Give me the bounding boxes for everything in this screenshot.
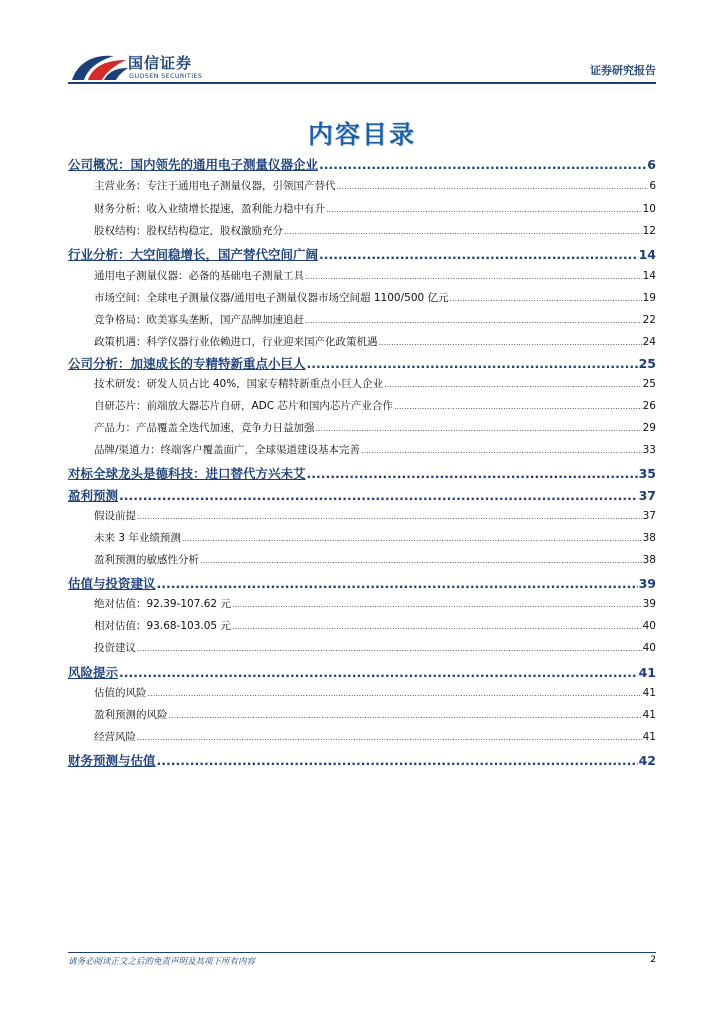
header-divider (68, 82, 656, 84)
toc-section-link[interactable] (68, 486, 656, 504)
toc-entry-label: 政策机遇：科学仪器行业依赖进口，行业迎来国产化政策机遇 (94, 336, 378, 348)
toc-dot-leader (137, 733, 642, 742)
toc-page-number: 42 (638, 753, 656, 768)
toc-dot-leader (307, 466, 638, 481)
toc-section-link[interactable] (68, 663, 656, 681)
toc-page-number: 40 (642, 642, 656, 654)
toc-entry-label: 通用电子测量仪器：必备的基础电子测量工具 (94, 270, 304, 282)
toc-entry-label: 公司分析：加速成长的专精特新重点小巨人 (68, 356, 306, 371)
page-header (0, 0, 724, 90)
toc-dot-leader (119, 665, 638, 680)
toc-dot-leader (119, 488, 638, 503)
toc-entry-label: 盈利预测的敏感性分析 (94, 554, 199, 566)
toc-entry-label: 主营业务：专注于通用电子测量仪器，引领国产替代 (94, 180, 336, 192)
toc-section-link[interactable] (68, 751, 656, 769)
toc-subsection-link[interactable] (94, 508, 656, 523)
toc-page-number: 40 (642, 620, 656, 632)
toc-entry-label: 投资建议 (94, 642, 136, 654)
toc-section-link[interactable] (68, 464, 656, 482)
toc-dot-leader (137, 512, 642, 521)
toc-page-number: 41 (642, 709, 656, 721)
toc-page-number: 39 (642, 598, 656, 610)
toc-page-number: 22 (642, 314, 656, 326)
toc-entry-label: 估值的风险 (94, 687, 147, 699)
toc-dot-leader (305, 272, 642, 281)
toc-section-link[interactable] (68, 155, 656, 173)
footer-disclaimer: 请务必阅读正文之后的免责声明及其项下所有内容 (68, 957, 256, 967)
toc-page-number: 33 (642, 444, 656, 456)
toc-entry-label: 财务分析：收入业绩增长提速，盈利能力稳中有升 (94, 203, 325, 215)
toc-dot-leader (148, 689, 642, 698)
toc-subsection-link[interactable] (94, 420, 656, 435)
toc-dot-leader (169, 711, 642, 720)
toc-page-number: 6 (647, 157, 656, 172)
toc-entry-label: 经营风险 (94, 731, 136, 743)
toc-entry-label: 公司概况：国内领先的通用电子测量仪器企业 (68, 157, 319, 172)
toc-entry-label: 产品力：产品覆盖全迭代加速，竞争力日益加强 (94, 422, 315, 434)
toc-entry-label: 品牌/渠道力：终端客户覆盖面广，全球渠道建设基本完善 (94, 444, 361, 456)
toc-entry-label: 估值与投资建议 (68, 576, 156, 591)
toc-page-number: 12 (642, 225, 656, 237)
toc-subsection-link[interactable] (94, 596, 656, 611)
toc-entry-label: 假设前提 (94, 510, 136, 522)
toc-entry-label: 财务预测与估值 (68, 753, 156, 768)
toc-page-number: 6 (649, 180, 656, 192)
toc-entry-label: 股权结构：股权结构稳定，股权激励充分 (94, 225, 283, 237)
toc-dot-leader (384, 380, 641, 389)
toc-page-number: 24 (642, 336, 656, 348)
toc-entry-label: 对标全球龙头是德科技：进口替代方兴未艾 (68, 466, 306, 481)
page-title: 内容目录 (307, 120, 416, 149)
toc-entry-label: 相对估值：93.68-103.05 元 (94, 620, 231, 632)
toc-dot-leader (137, 644, 642, 653)
toc-subsection-link[interactable] (94, 729, 656, 744)
toc-page-number: 14 (638, 247, 656, 262)
toc-subsection-link[interactable] (94, 268, 656, 283)
toc-dot-leader (319, 157, 646, 172)
toc-dot-leader (326, 205, 642, 214)
toc-subsection-link[interactable] (94, 685, 656, 700)
toc-dot-leader (232, 622, 642, 631)
toc-section-link[interactable] (68, 354, 656, 372)
toc-subsection-link[interactable] (94, 530, 656, 545)
guosen-logo-icon (70, 50, 130, 84)
toc-page-number: 37 (642, 510, 656, 522)
toc-dot-leader (379, 338, 642, 347)
toc-entry-label: 自研芯片：前端放大器芯片自研，ADC 芯片和国内芯片产业合作 (94, 400, 393, 412)
toc-subsection-link[interactable] (94, 312, 656, 327)
toc-entry-label: 技术研发：研发人员占比 40%，国家专精特新重点小巨人企业 (94, 378, 384, 390)
toc-entry-label: 绝对估值：92.39-107.62 元 (94, 598, 231, 610)
toc-dot-leader (361, 446, 642, 455)
toc-dot-leader (182, 534, 642, 543)
toc-dot-leader (394, 402, 642, 411)
toc-dot-leader (157, 576, 638, 591)
toc-dot-leader (305, 316, 642, 325)
toc-dot-leader (157, 753, 638, 768)
toc-entry-label: 盈利预测 (68, 488, 119, 503)
toc-dot-leader (337, 182, 649, 191)
toc-entry-label: 未来 3 年业绩预测 (94, 532, 181, 544)
toc-subsection-link[interactable] (94, 290, 656, 305)
toc-dot-leader (450, 294, 642, 303)
toc-page-number: 39 (638, 576, 656, 591)
toc-page-number: 25 (638, 356, 656, 371)
toc-dot-leader (316, 424, 642, 433)
toc-page-number: 38 (642, 554, 656, 566)
toc-dot-leader (200, 556, 642, 565)
toc-subsection-link[interactable] (94, 178, 656, 193)
toc-subsection-link[interactable] (94, 334, 656, 349)
toc-section-link[interactable] (68, 245, 656, 263)
toc-subsection-link[interactable] (94, 640, 656, 655)
toc-subsection-link[interactable] (94, 707, 656, 722)
toc-subsection-link[interactable] (94, 552, 656, 567)
toc-dot-leader (232, 600, 642, 609)
toc-entry-label: 盈利预测的风险 (94, 709, 168, 721)
toc-subsection-link[interactable] (94, 201, 656, 216)
toc-page-number: 25 (642, 378, 656, 390)
toc-entry-label: 市场空间：全球电子测量仪器/通用电子测量仪器市场空间超 1100/500 亿元 (94, 292, 449, 304)
toc-page-number: 35 (638, 466, 656, 481)
toc-subsection-link[interactable] (94, 223, 656, 238)
toc-page-number: 37 (638, 488, 656, 503)
brand-name: 国信证券 (128, 54, 193, 72)
footer-divider (68, 952, 656, 953)
toc-subsection-link[interactable] (94, 376, 656, 391)
toc-dot-leader (284, 227, 642, 236)
toc-subsection-link[interactable] (94, 442, 656, 457)
toc-subsection-link[interactable] (94, 398, 656, 413)
toc-dot-leader (307, 356, 638, 371)
toc-subsection-link[interactable] (94, 618, 656, 633)
toc-page-number: 41 (642, 687, 656, 699)
toc-section-link[interactable] (68, 574, 656, 592)
toc-page-number: 41 (642, 731, 656, 743)
toc-dot-leader (319, 247, 638, 262)
toc-entry-label: 风险提示 (68, 665, 119, 680)
toc-page-number: 26 (642, 400, 656, 412)
toc-page-number: 29 (642, 422, 656, 434)
toc-page-number: 10 (642, 203, 656, 215)
toc-page-number: 19 (642, 292, 656, 304)
toc-entry-label: 行业分析：大空间稳增长，国产替代空间广阔 (68, 247, 319, 262)
report-type-label: 证券研究报告 (590, 64, 656, 77)
brand-name-en: GUOSEN SECURITIES (129, 72, 203, 80)
page-number: 2 (650, 955, 656, 965)
toc-page-number: 14 (642, 270, 656, 282)
toc-page-number: 38 (642, 532, 656, 544)
toc-entry-label: 竞争格局：欧美寡头垄断，国产品牌加速追赶 (94, 314, 304, 326)
toc-page-number: 41 (638, 665, 656, 680)
